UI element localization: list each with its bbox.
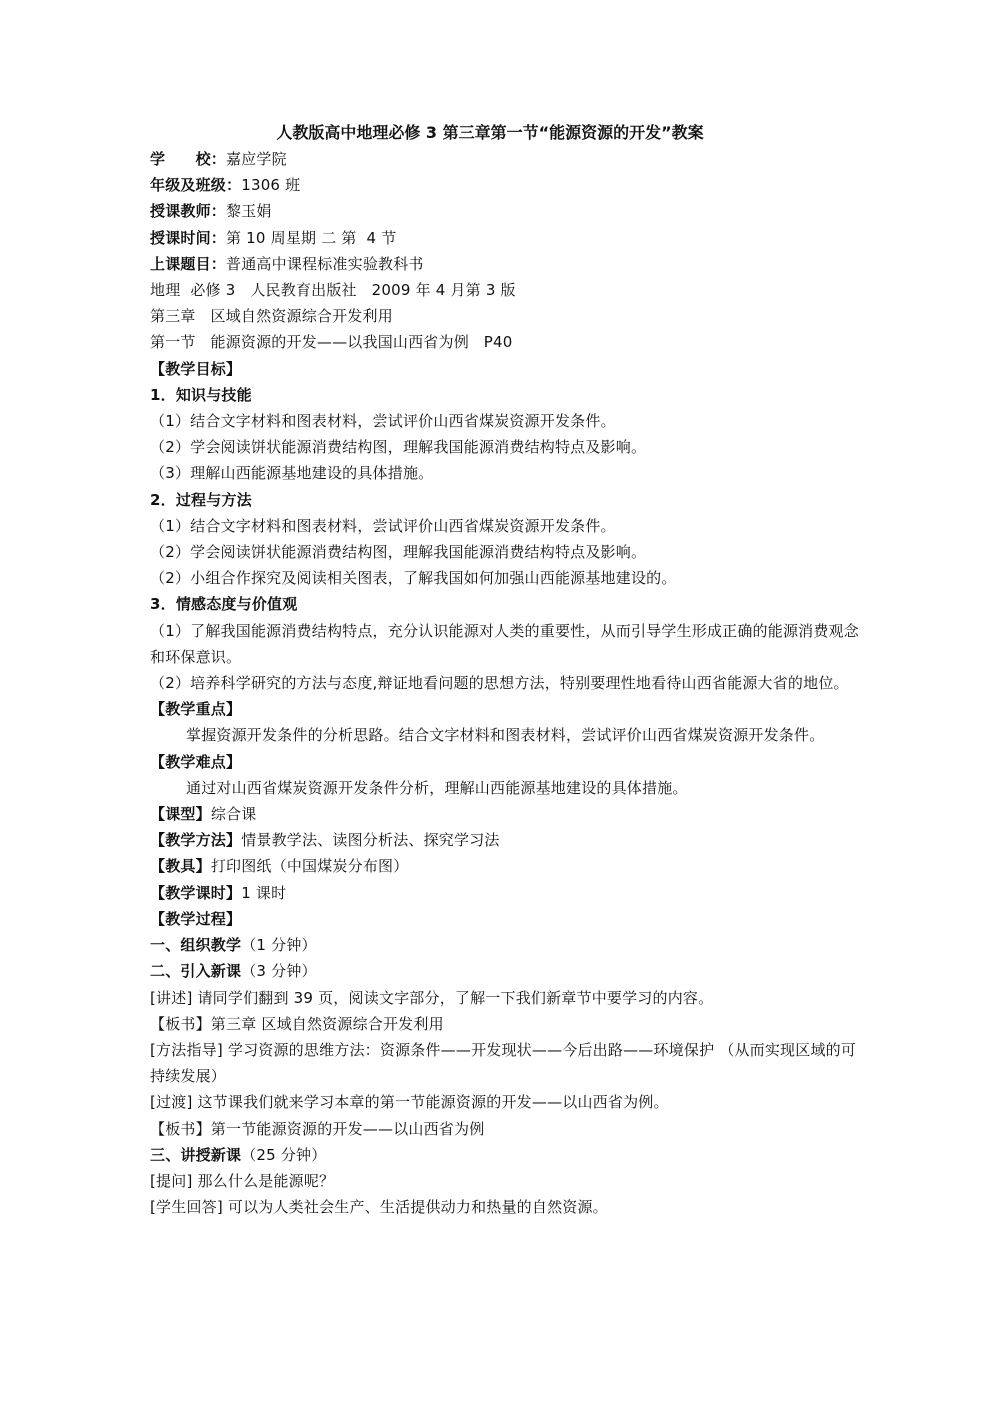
label: 【课型】 (150, 805, 211, 824)
process-heading: 【教学过程】 (150, 909, 242, 928)
value: 情景教学法、读图分析法、探究学习法 (241, 831, 500, 850)
label: 年级及班级： (150, 176, 242, 195)
label: 【教学方法】 (150, 831, 242, 850)
teaching-hours (150, 880, 860, 906)
info-topic (150, 251, 860, 277)
process-line: [提问] 那么什么是能源呢？ (150, 1171, 335, 1190)
info-chapter: 第三章 区域自然资源综合开发利用 (150, 307, 393, 326)
list-item: （2）培养科学研究的方法与态度,辩证地看问题的思想方法，特别要理性地看待山西省能源大省的地位。 (150, 674, 849, 693)
knowledge-heading: 1．知识与技能 (150, 385, 252, 404)
duration: （1 分钟） (241, 936, 317, 955)
key-points-text: 掌握资源开发条件的分析思路。结合文字材料和图表材料，尝试评价山西省煤炭资源开发条件。 (186, 726, 825, 745)
label: 【教学课时】 (150, 883, 242, 902)
label: 学 校： (150, 150, 227, 168)
step-intro (150, 958, 860, 984)
value: 1 课时 (241, 883, 287, 902)
list-item: （1）了解我国能源消费结构特点，充分认识能源对人类的重要性，从而引导学生形成正确的能源消费观念和环保意识。 (150, 621, 859, 666)
value: 打印图纸（中国煤炭分布图） (210, 857, 409, 876)
process-line: [方法指导] 学习资源的思维方法：资源条件——开发现状——今后出路——环境保护 （从而实现区域的可持续发展） (150, 1040, 857, 1086)
label: 二、引入新课 (150, 962, 242, 981)
label: 授课教师： (150, 202, 227, 221)
duration: （3 分钟） (241, 962, 317, 981)
process-line: [学生回答] 可以为人类社会生产、生活提供动力和热量的自然资源。 (150, 1198, 608, 1217)
list-item: （1）结合文字材料和图表材料，尝试评价山西省煤炭资源开发条件。 (150, 516, 616, 535)
info-teacher (150, 198, 860, 224)
objectives-heading: 【教学目标】 (150, 359, 242, 378)
label: 三、讲授新课 (150, 1145, 242, 1164)
value: 普通高中课程标准实验教科书 (226, 254, 424, 273)
emotion-heading: 3．情感态度与价值观 (150, 595, 298, 614)
list-item: （1）结合文字材料和图表材料，尝试评价山西省煤炭资源开发条件。 (150, 412, 616, 431)
board-line: 【板书】第三章 区域自然资源综合开发利用 (150, 1014, 444, 1033)
document-title: 人教版高中地理必修 3 第三章第一节“能源资源的开发”教案 (276, 123, 704, 142)
info-section: 第一节 能源资源的开发——以我国山西省为例 P40 (150, 333, 513, 352)
value: 嘉应学院 (226, 150, 287, 168)
label: 一、组织教学 (150, 936, 242, 955)
step-organize (150, 932, 860, 958)
teaching-aids (150, 853, 860, 879)
lesson-type (150, 801, 860, 827)
process-method-heading: 2．过程与方法 (150, 490, 252, 509)
label: 【教具】 (150, 857, 211, 876)
info-school (150, 146, 860, 172)
info-class (150, 172, 860, 198)
difficulties-text: 通过对山西省煤炭资源开发条件分析，理解山西能源基地建设的具体措施。 (186, 778, 688, 797)
label: 上课题目： (150, 254, 227, 273)
info-time (150, 225, 860, 251)
value: 综合课 (210, 805, 257, 824)
step-teach (150, 1142, 860, 1168)
value: 1306 班 (241, 176, 301, 195)
value: 第 10 周星期 二 第 4 节 (226, 228, 397, 247)
list-item: （2）学会阅读饼状能源消费结构图，理解我国能源消费结构特点及影响。 (150, 438, 647, 457)
list-item: （2）小组合作探究及阅读相关图表，了解我国如何加强山西能源基地建设的。 (150, 569, 677, 588)
list-item: （3）理解山西能源基地建设的具体措施。 (150, 464, 434, 483)
key-points-heading: 【教学重点】 (150, 700, 242, 719)
value: 黎玉娟 (226, 202, 272, 221)
difficulties-heading: 【教学难点】 (150, 752, 242, 771)
list-item: （2）学会阅读饼状能源消费结构图，理解我国能源消费结构特点及影响。 (150, 543, 647, 562)
teaching-methods (150, 827, 860, 853)
lesson-plan-page (150, 120, 860, 1220)
info-book: 地理 必修 3 人民教育出版社 2009 年 4 月第 3 版 (150, 281, 516, 300)
label: 授课时间： (150, 228, 227, 247)
board-line: 【板书】第一节能源资源的开发——以山西省为例 (150, 1119, 485, 1138)
process-line: [讲述] 请同学们翻到 39 页，阅读文字部分，了解一下我们新章节中要学习的内容。 (150, 988, 714, 1007)
duration: （25 分钟） (241, 1145, 327, 1164)
process-line: [过渡] 这节课我们就来学习本章的第一节能源资源的开发——以山西省为例。 (150, 1093, 669, 1112)
